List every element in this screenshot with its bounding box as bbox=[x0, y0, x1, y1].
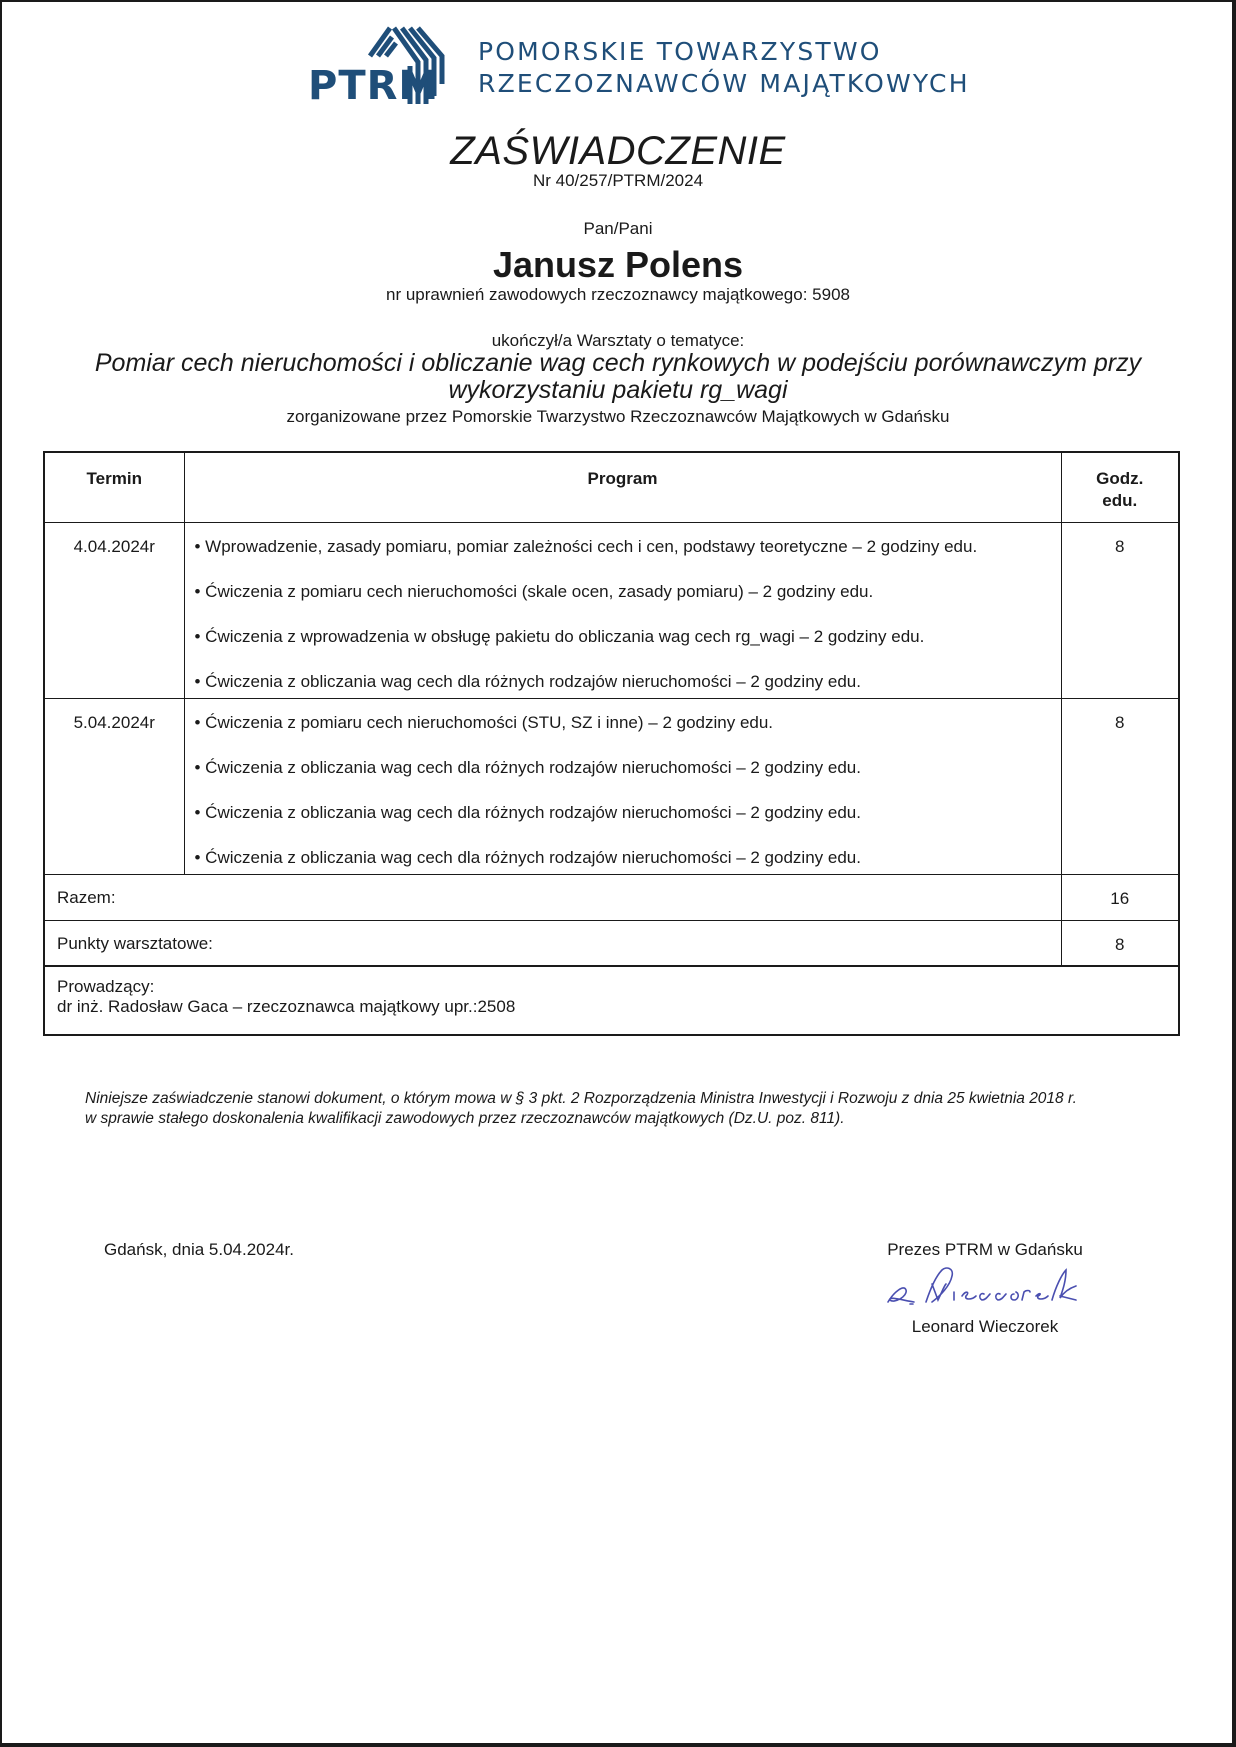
salutation: Pan/Pani bbox=[583, 219, 653, 238]
program-item: • Ćwiczenia z pomiaru cech nieruchomości (skale ocen, zasady pomiaru) – 2 godziny edu. bbox=[194, 581, 874, 601]
points-label: Punkty warsztatowe: bbox=[44, 920, 1061, 966]
program-item: • Wprowadzenie, zasady pomiaru, pomiar zależności cech i cen, podstawy teoretyczne – 2 godziny edu. bbox=[194, 536, 978, 556]
certificate-number: Nr 40/257/PTRM/2024 bbox=[532, 171, 704, 190]
total-label: Razem: bbox=[44, 874, 1061, 920]
program-item: • Ćwiczenia z obliczania wag cech dla różnych rodzajów nieruchomości – 2 godziny edu. bbox=[194, 671, 861, 691]
ptrm-logo bbox=[308, 26, 970, 109]
program-table bbox=[43, 451, 1180, 1036]
program-item: • Ćwiczenia z pomiaru cech nieruchomości (STU, SZ i inne) – 2 godziny edu. bbox=[194, 712, 774, 732]
organization-name-line2: RZECZOZNAWCÓW MAJĄTKOWYCH bbox=[478, 69, 970, 98]
row-hours: 8 bbox=[1061, 522, 1179, 698]
row-hours: 8 bbox=[1061, 698, 1179, 874]
program-item: • Ćwiczenia z obliczania wag cech dla różnych rodzajów nieruchomości – 2 godziny edu. bbox=[194, 757, 861, 777]
president-name: Leonard Wieczorek bbox=[911, 1317, 1059, 1336]
recipient-name: Janusz Polens bbox=[492, 244, 744, 285]
organization-name-line1: POMORSKIE TOWARZYSTWO bbox=[478, 37, 882, 66]
total-row bbox=[44, 874, 1179, 920]
row-date: 4.04.2024r bbox=[44, 522, 184, 698]
instructor-cell bbox=[44, 966, 1179, 1035]
legal-note-line2: w sprawie stałego doskonalenia kwalifikacji zawodowych przez rzeczoznawców majątkowych (Dz.U. poz. 811). bbox=[85, 1110, 845, 1127]
completion-statement: ukończył/a Warsztaty o tematyce: bbox=[491, 331, 745, 350]
legal-note bbox=[85, 1089, 1165, 1129]
logo-abbreviation: PTRM bbox=[308, 63, 440, 109]
row-program bbox=[184, 522, 1061, 698]
place-and-date: Gdańsk, dnia 5.04.2024r. bbox=[104, 1240, 294, 1259]
total-value: 16 bbox=[1061, 874, 1179, 920]
header-program: Program bbox=[184, 452, 1061, 522]
points-value: 8 bbox=[1061, 920, 1179, 966]
workshop-topic: Pomiar cech nieruchomości i obliczanie wag cech rynkowych w podejściu porównawczym przy wykorzystaniu pakietu rg_wagi bbox=[94, 349, 1142, 404]
header-hours bbox=[1061, 452, 1179, 522]
table-row bbox=[44, 698, 1179, 874]
header-hours-line1: Godz. bbox=[1096, 469, 1144, 488]
instructor-row bbox=[44, 966, 1179, 1035]
license-number: nr uprawnień zawodowych rzeczoznawcy majątkowego: 5908 bbox=[386, 285, 850, 304]
row-program bbox=[184, 698, 1061, 874]
header-date: Termin bbox=[44, 452, 184, 522]
organization-name bbox=[478, 36, 970, 100]
points-row bbox=[44, 920, 1179, 966]
program-item: • Ćwiczenia z wprowadzenia w obsługę pakietu do obliczania wag cech rg_wagi – 2 godziny edu. bbox=[194, 626, 925, 646]
instructor-label: Prowadzący: bbox=[57, 977, 155, 996]
certificate-title: ZAŚWIADCZENIE bbox=[450, 129, 786, 173]
header-hours-line2: edu. bbox=[1102, 491, 1138, 510]
table-header-row bbox=[44, 452, 1179, 522]
organizer-statement: zorganizowane przez Pomorskie Twarzystwo Rzeczoznawców Majątkowych w Gdańsku bbox=[286, 407, 950, 426]
row-date: 5.04.2024r bbox=[44, 698, 184, 874]
legal-note-line1: Niniejsze zaświadczenie stanowi dokument, o którym mowa w § 3 pkt. 2 Rozporządzenia Ministra Inwestycji i Rozwoju z dnia 25 kwietnia 2018 r. bbox=[85, 1090, 1077, 1107]
instructor-name: dr inż. Radosław Gaca – rzeczoznawca majątkowy upr.:2508 bbox=[57, 997, 516, 1016]
signature-icon bbox=[880, 1262, 1090, 1312]
program-item: • Ćwiczenia z obliczania wag cech dla różnych rodzajów nieruchomości – 2 godziny edu. bbox=[194, 847, 861, 867]
president-title: Prezes PTRM w Gdańsku bbox=[887, 1240, 1083, 1259]
table-row bbox=[44, 522, 1179, 698]
program-item: • Ćwiczenia z obliczania wag cech dla różnych rodzajów nieruchomości – 2 godziny edu. bbox=[194, 802, 861, 822]
